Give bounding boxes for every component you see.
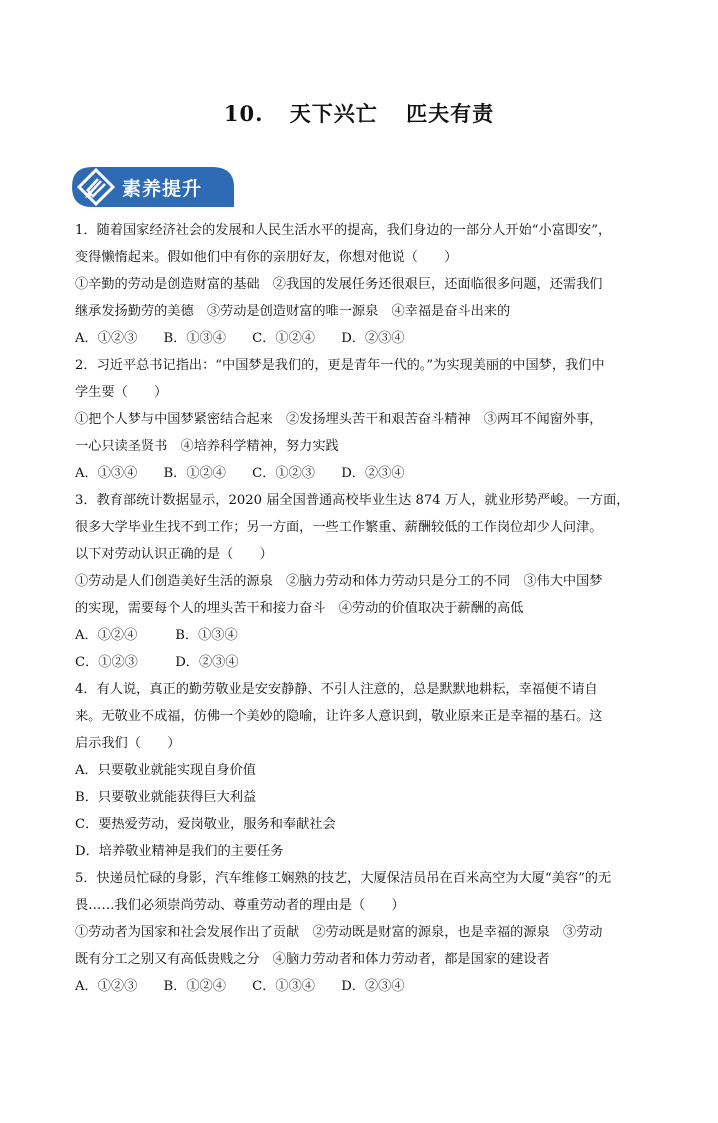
option-c[interactable]: C．①③④ [252, 979, 315, 994]
question-text-line: 2．习近平总书记指出：“中国梦是我们的，更是青年一代的。”为实现美丽的中国梦，我们中 [75, 358, 605, 373]
statement-line: ①辛勤的劳动是创造财富的基础 ②我国的发展任务还很艰巨，还面临很多问题，还需我们 [75, 277, 603, 292]
option-b[interactable]: B．①②④ [163, 466, 226, 481]
question-text-line: 启示我们（ ） [75, 736, 181, 751]
option-a[interactable]: A．①②③ [75, 331, 138, 346]
question-1 [75, 217, 645, 352]
statement-line: ①把个人梦与中国梦紧密结合起来 ②发扬埋头苦干和艰苦奋斗精神 ③两耳不闻窗外事， [75, 412, 603, 427]
option-d[interactable]: D．②③④ [341, 979, 405, 994]
page-title [0, 98, 718, 128]
question-text-line: 学生要（ ） [75, 385, 168, 400]
option-a[interactable]: A．①②③ [75, 979, 138, 994]
question-text-line: 畏……我们必须崇尚劳动、尊重劳动者的理由是（ ） [75, 898, 405, 913]
question-list [75, 217, 645, 1000]
question-text-line: 5．快递员忙碌的身影，汽车维修工娴熟的技艺，大厦保洁员吊在百米高空为大厦“美容”的无 [75, 871, 612, 886]
statement-line: 一心只读圣贤书 ④培养科学精神，努力实践 [75, 439, 339, 454]
question-text-line: 来。无敬业不成福，仿佛一个美妙的隐喻，让许多人意识到，敬业原来正是幸福的基石。这 [75, 709, 603, 724]
option-b[interactable]: B．①③④ [175, 628, 238, 643]
title-part2: 匹夫有责 [406, 101, 495, 126]
option-a[interactable]: A．①③④ [75, 466, 138, 481]
question-3 [75, 487, 645, 676]
option-b[interactable]: B．①②④ [163, 979, 226, 994]
options-row [75, 649, 645, 676]
option-d[interactable]: D．②③④ [175, 655, 239, 670]
title-part1: 天下兴亡 [289, 101, 378, 126]
option-c[interactable]: C．①②④ [252, 331, 315, 346]
option-a[interactable]: A．①②④ [75, 628, 138, 643]
question-4 [75, 676, 645, 865]
options-row [75, 973, 645, 1000]
question-text-line: 4．有人说，真正的勤劳敬业是安安静静、不引人注意的，总是默默地耕耘，幸福便不请自 [75, 682, 598, 697]
question-text-line: 1．随着国家经济社会的发展和人民生活水平的提高，我们身边的一部分人开始“小富即安”， [75, 223, 612, 238]
statement-line: ①劳动者为国家和社会发展作出了贡献 ②劳动既是财富的源泉，也是幸福的源泉 ③劳动 [75, 925, 603, 940]
statement-line: 的实现，需要每个人的埋头苦干和接力奋斗 ④劳动的价值取决于薪酬的高低 [75, 601, 524, 616]
option-b[interactable]: B．①③④ [163, 331, 226, 346]
option-c[interactable]: C．①②③ [75, 655, 138, 670]
option-c[interactable]: C．要热爱劳动，爱岗敬业，服务和奉献社会 [75, 817, 336, 832]
section-banner [72, 167, 234, 207]
option-c[interactable]: C．①②③ [252, 466, 315, 481]
option-d[interactable]: D．②③④ [341, 466, 405, 481]
options-row [75, 622, 645, 649]
options-row [75, 325, 645, 352]
banner-label: 素养提升 [122, 178, 203, 200]
option-b[interactable]: B．只要敬业就能获得巨大利益 [75, 790, 257, 805]
question-2 [75, 352, 645, 487]
question-5 [75, 865, 645, 1000]
lesson-number: 10. [223, 101, 264, 126]
question-text-line: 以下对劳动认识正确的是（ ） [75, 547, 273, 562]
question-text-line: 很多大学毕业生找不到工作；另一方面，一些工作繁重、薪酬较低的工作岗位却少人问津。 [75, 520, 603, 535]
question-text-line: 变得懒惰起来。假如他们中有你的亲朋好友，你想对他说（ ） [75, 250, 458, 265]
options-row [75, 460, 645, 487]
pencil-diamond-icon [76, 167, 116, 207]
option-d[interactable]: D．②③④ [341, 331, 405, 346]
option-d[interactable]: D．培养敬业精神是我们的主要任务 [75, 844, 284, 859]
statement-line: 继承发扬勤劳的美德 ③劳动是创造财富的唯一源泉 ④幸福是奋斗出来的 [75, 304, 511, 319]
option-a[interactable]: A．只要敬业就能实现自身价值 [75, 763, 256, 778]
statement-line: 既有分工之别又有高低贵贱之分 ④脑力劳动者和体力劳动者，都是国家的建设者 [75, 952, 550, 967]
statement-line: ①劳动是人们创造美好生活的源泉 ②脑力劳动和体力劳动只是分工的不同 ③伟大中国梦 [75, 574, 603, 589]
question-text-line: 3．教育部统计数据显示，2020 届全国普通高校毕业生达 874 万人，就业形势严峻。一方面， [75, 493, 630, 508]
